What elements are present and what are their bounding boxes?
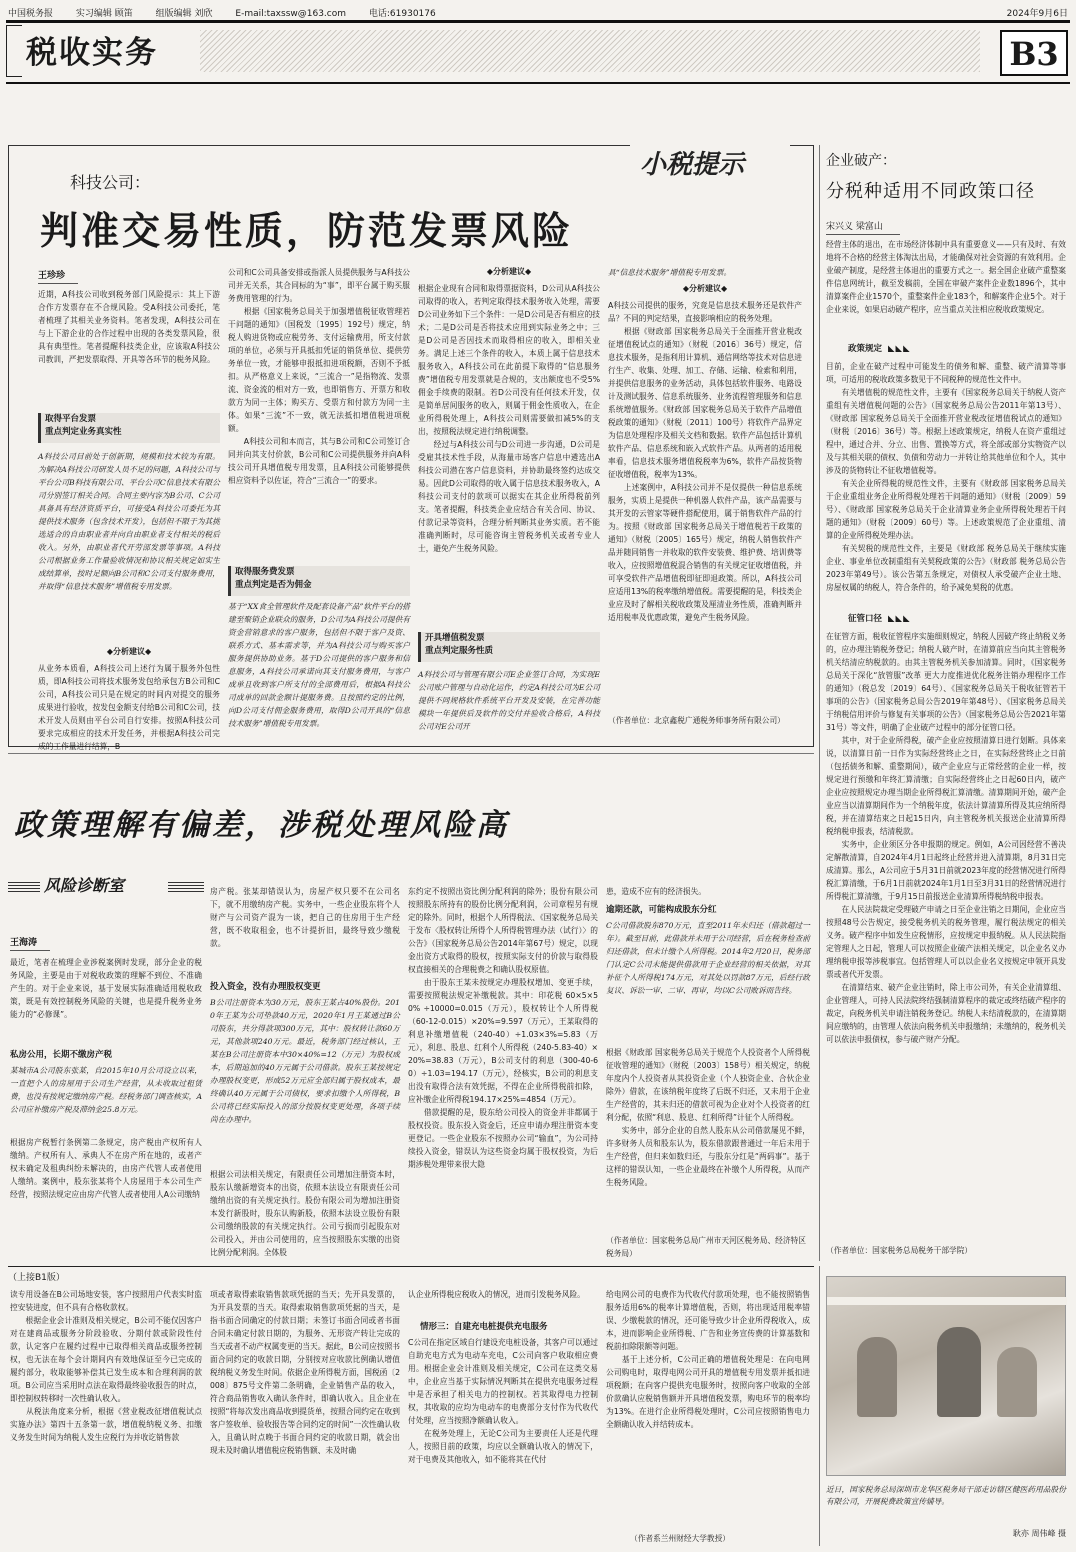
sidebar-subhead-2 [848, 612, 911, 624]
article1-analysis-1: 从业务本质看，A科技公司上述行为属于服务外包性质，即A科技公司将技术服务发包给承包方B公司和C公司，A科技公司只是在规定的时间内对提交的服务成果进行验收，按发包金额支付给B公司和C公司，技术开发人员则由平台公司自行安排。按照A科技公司要求完成相应的技术开发任务，并根据A科技公司完成的工作量进行结算，B [38, 664, 220, 751]
sidebar-subhead-2-label: 征管口径 [848, 614, 883, 624]
article2-case-2: B公司注册资本为30万元，股东王某占40%股份。2010年王某为公司垫款40万元，2020年1月王某通过B公司股东，共分得款项300万元，其中：股权转让款60万元，其他款项240万元。最近，税务部门经过核认，王某在B公司注册资本中30×40%=12（万元）为股权成本，后期追加的40万元属于公司借款。股东王某按规定办理股权变更，形成52万元应全部归属于股权成本，最终确认40万元属于公司债权，要求扣缴个人所得税，B公司将已经实际投入的部分按股权变更处理，各项手续尚在办理中。 [210, 998, 400, 1124]
article2-subhead-3: 逾期还款，可能构成股东分红 [606, 905, 717, 915]
continued-col3: C公司在指定区域自行建设充电桩设备，其客户可以通过自助充电方式为电动车充电，C公司向客户收取相应费用。根据企业会计准则及相关规定，C公司在这类交易中，企业应当基于实际情况判断其在提供充电服务过程中是否承担了相关电力的控制权。若其取得电力控制权，其收取的应均为电动车的电费部分支付作为代收代付处理，应当按照净额确认收入。 在税务处理上，无论C公司为主要责任人还是代理人，按照目前的政策，均应以全额确认收入的情况下，对于电费及其他收入，如不能将其在代付 [408, 1338, 598, 1464]
article1-case-2: 基于“XX食全管理软件及配套设备产品”软件平台的搭建至聚销企业联众的服务，D公司为A科技公司提供有资金营销意求的客户服务，包括但不限于客户及资、联系方式、基本需求等，并为A科技公司与购买客户服务提供协助业务。基于D公司提供的客户服务和信息服务，A科技公司承诺向其支付服务费用，与客户成单且收到客户所支付的全部费用后，根据A科技公司成单的回款金额计提服务费。且按照约定的比例，向D公司支付佣金服务费用，取得D公司开具的“信息技术服务”增值税专用发票。 [228, 602, 410, 728]
sidebar-subhead-1 [848, 342, 911, 354]
sidebar-body-2: 在征管方面，税收征管程序实施细则规定，纳税人因破产终止纳税义务的，应办理注销税务登记；纳税人破产时，在清算前应当向其主管税务机关结清应纳税款的。由其主管税务机关参加清算。同时，《国家税务总局关于深化“放管服”改革 更大力度推进优化税务注销办理程序工作的通知》（税总发〔2019〕64号）、《国家税务总局关于税收征管若干事项的公告》（国家税务总局公告2019年第48号）、《国家税务总局关于纳税信用评价与修复有关事项的公告》（国家税务总局公告2021年第31号）等文件，明确了企业破产过程中的部分征管口径。 其中，对于企业所得税，破产企业应按照清算日进行划断。具体来说，以清算日前一日作为实际经营终止之日，在实际经营终止之日前（包括债务和解、重整期间），破产企业应与正常经营的企业一样，按规定进行预缴和年终汇算清缴；自实际经营终止之日起60日内，破产企业应按照规定办理当期企业所得税汇算清缴。清算期间开始，破产企业应当以清算期间作为一个纳税年度，依法计算清算所得及其应纳所得税，并在清算结束之日起15日内，向主管税务机关报送企业清算所得税纳税申报表，结清税款。 实务中，企业须区分各申报期的规定。例如，A公司因经营不善决定解散清算，自2024年4月1日起终止经营并进入清算期，8月31日完成清算。那么，A公司应于5月31日前就2023年度的经营情况进行所得税汇算清缴，于6月1日前就2024年1月1日至3月31日的经营情况进行所得税汇算清缴，于9月15日前报送企业清算所得税纳税申报表。 在人民法院裁定受理破产申请之日至企业注销之日期间，企业应当按照48号公告规定，接受税务机关的税务管理，履行税法规定的相关义务。破产程序中如发生应税情形，应按规定申报纳税。从人民法院指定管理人之日起，管理人可以按照企业破产法相关规定，以企业名义办理纳税申报等涉税事宜。包括管理人可以以企业名义按规定申领开具发票或者代开发票。 在清算结束、破产企业注销时，除上市公司外，有关企业清算组、企业管理人，可持人民法院终结强制清算程序的裁定或终结破产程序的裁定，向税务机关申请注销税务登记。纳税人未结清税款的，在清算期间应缴纳的，由管理人依法向税务机关申报缴纳；未缴纳的，税务机关可以依法申报债权，参与破产财产分配。 [826, 632, 1066, 1044]
article1-subhead-2: 取得服务费发票 重点判定是否为佣金 [228, 566, 410, 596]
article1-analysis-head-2: ◆分析建议◆ [486, 267, 532, 276]
continued-col3-lead: 认企业所得税应税收入的情况，进而引发税务风险。 [408, 1290, 585, 1299]
top-info-line [8, 6, 1068, 18]
article1-headline: 判准交易性质，防范发票风险 [40, 208, 574, 253]
article1-subhead-1: 取得平台发票 重点判定业务真实性 [38, 413, 220, 443]
article2-badge-line-left [8, 880, 40, 892]
masthead-rule [6, 20, 1070, 23]
issue-date: 2024年9月6日 [1006, 9, 1068, 19]
article2-badge-line-right [168, 880, 204, 892]
email: E-mail:taxssw@163.com [235, 9, 347, 19]
article1-badge: 小税提示 [640, 150, 745, 180]
article1-subhead-3: 开具增值税发票 重点判定服务性质 [418, 632, 600, 662]
sidebar-kicker: 企业破产： [826, 153, 896, 169]
article1-author: 王珍珍 [38, 268, 78, 284]
article2-intro: 最近，笔者在梳理企业涉税案例时发现，部分企业的税务风险，主要是由于对税收政策的理解不到位、不准确产生的。对于企业来说，基于发展实际准确适用税收政策，既是有效控制税务风险的关键，也是提升税务业务能力的“必修课”。 [10, 958, 202, 1019]
article2-col2b: 根据公司法相关规定，有限责任公司增加注册资本时，股东认缴新增资本的出资，依照本法设立有限责任公司缴纳出资的有关规定执行。股份有限公司为增加注册资本发行新股时，股东认购新股，依照本法设立股份有限公司缴纳股款的有关规定执行。公司亏损而引起股东对公司投入，并由公司使用的，应当按照股东实缴的出资比例分配利润。全体股 [210, 1170, 400, 1257]
photo-caption: 近日，国家税务总局深圳市龙华区税务局干部走访辖区健医药用品股份有限公司，开展税费政策宣传辅导。 [826, 1485, 1066, 1506]
article1-kicker: 科技公司： [70, 173, 151, 192]
section-bracket [6, 25, 22, 77]
layout-editor: 组版编辑 刘欣 [155, 9, 213, 19]
sidebar-headline: 分税种适用不同政策口径 [826, 181, 1035, 202]
article2-col3: 东约定不按照出资比例分配利润的除外；股份有限公司按照股东所持有的股份比例分配利润，公司章程另有规定的除外。同时，根据个人所得税法、《国家税务总局关于发布〈股权转让所得个人所得税管理办法（试行）〉的公告》（国家税务总局公告2014年第67号）规定，以现金出资方式取得的股权，按照实际支付的价款与取得股权直接相关的合理税费之和确认股权原值。 由于股东王某未按规定办理股权增加、变更手续，需要按照税法规定补缴税款。其中：印花税 60×5×50% ÷10000=0.015（万元），股权转让个人所得税（60-12-0.015）×20%=9.597（万元），王某取得的利息补缴增值税（240-40）÷1.03×3%=5.83（万元），利息、股息、红利个人所得税（240-5.83-40）×20%=38.83（万元），B公司支付的利息（300-40-60）÷1.03=194.17（万元），经核实，B公司的利息支出没有取得合法有效凭据，不得在企业所得税前扣除，应补缴企业所得税194.17×25%=4854（万元）。 借款提醒的是，股东给公司投入的资金并非都属于股权投资。股东投入资金后，还应申请办理注册资本变更登记。一些企业股东不按照办公司“输血”，为公司持续投入资金，错误认为这些资金均属于股权投资，为后期涉税处理带来很大隐 [408, 887, 598, 1169]
article2-col2: 房产税。张某却错误认为，房屋产权只要不在公司名下，就不用缴纳房产税。实务中，一些企业股东将个人财产与公司资产混为一谈，把自己的住房用于生产经营，既不收取租金，也不计提折旧，最终导致少缴税款。 [210, 887, 400, 948]
continued-subhead: 情形三：自建充电桩提供充电服务 [420, 1322, 548, 1332]
continued-col1: 读专用设备在B公司场地安装，客户按照用户代表实时监控安装进度，但不具有合格收款权。 根据企业会计准则及相关规定，B公司不能仅因客户对在建商品或服务分阶段验收、分期付款或阶段性付款，认定客户在履约过程中已取得相关商品或服务控制权，也无法在每个会计期间内有效地保证至今已完成的履约部分，收取能够补偿其已发生成本和合理利润的款项。B公司应当采用时点法在取得最终验收报告的时点，即控制权转移时一次性确认收入。 从税法角度来分析，根据《营业税改征增值税试点实施办法》第四十五条第一款，增值税纳税义务、扣缴义务发生时间为纳税人发生应税行为并收讫销售款 [10, 1290, 202, 1442]
triangle-icon: ◣◣◣ [888, 344, 911, 354]
article1-col3: 根据企业现有合同和取得票据资料，D公司从A科技公司取得的收入，若判定取得技术服务收入处理，需要D公司业务如下三个条件：一是D公司是否有相应的技术；二是D公司是否将技术应用到实际业务之中；三是D公司是否因技术而取得相应的收入，即相关业务。满足上述三个条件的收入，本质上属于信息技术服务收入，A科技公司在此前提下取得的“信息服务费”增值税专用发票就是合规的，支出额度也不受5%佣金手续费的限制。若D公司没有任何技术开发，仅是简单居间服务的收入，则属于佣金性质收入，在企业所得税处理上，A科技公司则需要做扣减5%的支出，按照税法规定进行纳税调整。 经过与A科技公司与D公司进一步沟通，D公司是受雇其技术性手段，从海量市场客户信息中遴选出A科技公司潜在客户信息资料，并协助最终签约达成交易。因此D公司取得的收入属于信息技术服务收入，A科技公司支付的款项可以据实在其企业所得税前列支。笔者提醒，科技类企业应结合有关合同、协议、付款记录等资料，合理分析判断其业务实质。若不能准确判断时，尽可能咨询主管税务机关或者专业人士，避免产生税务风险。 [418, 284, 600, 553]
article2-subhead-2: 投入资金，没有办理股权变更 [210, 982, 321, 992]
continued-source: （作者系兰州财经大学教授） [630, 1534, 730, 1543]
continued-rule [8, 1266, 814, 1267]
photo-shelf [827, 1297, 1067, 1305]
news-photo [826, 1276, 1066, 1476]
article2-source: （作者单位：国家税务总局广州市天河区税务局、经济特区税务局） [606, 1236, 806, 1258]
article2-col1: 根据房产税暂行条例第二条规定，房产税由产权所有人缴纳。产权所有人、承典人不在房产所在地的，或者产权未确定及租典纠纷未解决的，由房产代管人或者使用人缴纳。案例中，股东张某将个人房屋用于本公司生产经营，按照法规定应由房产代管人或者使用人A公司缴纳 [10, 1138, 202, 1199]
sidebar-subhead-1-label: 政策规定 [848, 344, 883, 354]
article2-rule [8, 753, 814, 754]
photo-person-1 [857, 1337, 897, 1417]
article1-col4: A科技公司提供的服务，究竟是信息技术服务还是软件产品？不同的判定结果，直接影响相应的税务处理。 根据《财政部 国家税务总局关于全面推开营业税改征增值税试点的通知》（财税〔2016〕36号）规定，信息技术服务，是指利用计算机、通信网络等技术对信息进行生产、收集、处理、加工、存储、运输、检索和利用，并提供信息服务的业务活动，具体包括软件服务、电路设计及测试服务、信息系统服务、业务流程管理服务和信息系统增值服务。《财政部 国家税务总局关于软件产品增值税政策的通知》（财税〔2011〕100号）将软件产品界定为信息处理程序及相关文档和数据。软件产品包括计算机软件产品、信息系统和嵌入式软件产品。从两者的适用税率看，信息技术服务增值税税率为6%，软件产品按货物征收增值税，税率为13%。 上述案例中，A科技公司并不是仅提供一种信息系统服务，实质上是提供一种机器人软件产品，该产品需要与其开发的云管家等硬件搭配使用，属于销售软件产品的行为。按照《财政部 国家税务总局关于增值税若干政策的通知》（财税〔2005〕165号）规定，纳税人销售软件产品并随同销售一并收取的软件安装费、维护费、培训费等收入，应按照增值税混合销售的有关规定征收增值税，并可享受软件产品增值税即征即退政策。所以，A科技公司应适用13%的税率缴纳增值税。需要提醒的是，科技类企业应及时了解相关税收政策及厘清业务性质，准确判断并适用税率及优惠政策，避免产生税务风险。 [608, 301, 802, 622]
sidebar-source: （作者单位：国家税务总局税务干部学院） [826, 1246, 973, 1255]
article2-badge: 风险诊断室 [44, 876, 125, 895]
article1-col2: 公司和C公司具备安排或指派人员提供服务与A科技公司并无关系，其合同标的为“事”，即平台属于购买服务费用管理的行为。 根据《国家税务总局关于加强增值税征收管理若干问题的通知》（国税发〔1995〕192号）规定，纳税人购进货物或应税劳务、支付运输费用，所支付款项的单位，必须与开具抵扣凭证的销货单位、提供劳务单位一致，才能够申报抵扣进项税额，否则不予抵扣。从严格意义上来说，“三流合一”是指物流、发票流、资金流的相对方一致，也即销售方、开票方和收款方为同一主体；购买方、受票方和付款方为同一主体。如果“三流”不一致，就无法抵扣增值税进项税额。 A科技公司和本而言，其与B公司和C公司签订合同并向其支付价款，B公司和C公司提供服务并向A科技公司开具增值税专用发票，且A科技公司能够提供相应资料予以佐证，符合“三流合一”的要求。 [228, 268, 410, 485]
article1-intro: 近期，A科技公司收到税务部门风险提示：其上下游合作方发票存在不合规风险。受A科技公司委托，笔者梳理了其相关业务资料。笔者发现，A科技公司在与上下游企业的合作过程中出现的各类发票风险，很具有典型性。笔者提醒科技类企业，应该取A科技公司教训，严把发票取得、开具等各环节的税务风险。 [38, 290, 220, 364]
article2-subhead-1: 私房公用，长期不缴房产税 [10, 1050, 113, 1060]
article1-source: （作者单位：北京鑫税广通税务师事务所有限公司） [608, 716, 785, 725]
article1-case-1: A科技公司目前处于创新期，规模和技术较为有限。为解决A科技公司研发人员不足的问题，A科技公司与平台公司B科技有限公司、平台公司C信息技术有限公司分别签订相关合同。合同主要内容为B公司、C公司具备具有经济资质平台，可接受A科技公司委托为其提供技术服务（包含技术开发），包括但不限于为其挑选适合的自由职业者并向自由职业者支付相关的税后收入。另外，由职业者代开劳部发票等事项。A科技公司根据业务工作量验收情况和协议相关规定如实生成结算单，按时足额向B公司和C公司支付服务费用，并取得“信息技术服务”增值税专用发票。 [38, 452, 220, 591]
article2-case-3: C公司借款股东870万元，直至2011年未归还（借款超过一年）。截至目前，此借款并未用于公司经营，后在税务检查前归还借款，但未计缴个人所得税。2014年2月20日，税务部门认定C公司未能提供借款用于企业经营的相关依据，对其补征个人所得税174万元，对其处以罚款87万元，后经行政复议、诉讼一审、二审、再审，均以C公司败诉而告终。 [606, 921, 810, 995]
article2-author: 王海涛 [10, 935, 50, 951]
continued-label: （上接B1版） [8, 1273, 65, 1283]
article1-case-3: A科技公司与管理有限公司E企业签订合同，为实现E公司账户管理与自动化运作，约定A科技公司为E公司提供不同规格软件系统平台开发及安装，在完善功能模块一年提供后及软件的交付并验收合格后，A科技公司对E公司开 [418, 670, 600, 731]
masthead-hatch [200, 30, 980, 72]
paper-name: 中国税务报 [8, 9, 54, 19]
section-title: 税收实务 [26, 35, 158, 71]
article2-col4-lead: 患，造成不应有的经济损失。 [606, 887, 706, 896]
continued-col4: 给电网公司的电费作为代收代付款项处理，也不能按照销售服务适用6%的税率计算增值税，否则，将出现适用税率错误、少缴税款的情况，还可能导致少计企业所得税收入，成本，进而影响企业所得税、广告和业务宣传费的计算基数和税前扣除限额等问题。 基于上述分析，C公司正确的增值税处理是：在向电网公司购电时，取得电网公司开具的增值税专用发票并抵扣进项税额；在向客户提供充电服务时，按照向客户收取的全部价款确认应税销售额并开具增值税发票，购电环节的税率均为13%。在进行企业所得税处理时，C公司应按照销售电力全额确认收入并结转成本。 [606, 1290, 810, 1429]
continued-col2: 项或者取得索取销售款项凭据的当天；先开具发票的，为开具发票的当天。取得索取销售款项凭据的当天，是指书面合同确定的付款日期；未签订书面合同或者书面合同未确定付款日期的，为服务、无形资产转让完成的当天或者不动产权属变更的当天。据此，B公司应按照书面合同约定的收款日期，分别按对应收款比例确认增值税纳税义务发生时间。依据企业所得税方面，国税函〔2008〕875号文件第二条明确，企业销售产品的收入，符合商品销售收入确认条件时，即确认收入。且企业在按照“将每次发出商品收到提货单，按照合同约定在收到客户签收单、验收报告等合同约定的时间”一次性确认收入，且确认时点晚于书面合同约定的收款日期，就会出现未及时确认增值税应税销售额、未及时确 [210, 1290, 400, 1455]
article2-col4: 根据《财政部 国家税务总局关于规范个人投资者个人所得税征收管理的通知》（财税〔2003〕158号）相关规定，纳税年度内个人投资者从其投资企业（个人独资企业、合伙企业除外）借款，在该纳税年度终了后既不归还，又未用于企业生产经营的，其未归还的借款可视为企业对个人投资者的红利分配，依照“利息、股息、红利所得”计征个人所得税。 实务中，部分企业的自然人股东从公司借款屡见不鲜，许多财务人员和股东认为，股东借款跟普通过一年后未用于生产经营，但归来如数归还，与股东分红是“两码事”。基于这样的错误认知，一些企业最终在补缴个人所得税，从而产生税务风险。 [606, 1048, 810, 1187]
photo-person-3 [997, 1347, 1037, 1417]
phone: 电话:61930176 [368, 9, 436, 19]
article1-analysis-head-1: ◆分析建议◆ [106, 647, 152, 656]
editors: 实习编辑 顾笛 [75, 9, 133, 19]
article1-col4-lead: 具“信息技术服务”增值税专用发票。 [608, 268, 732, 277]
article1-analysis-head-3: ◆分析建议◆ [682, 284, 728, 293]
masthead-underline [6, 82, 1070, 84]
sidebar-body-1: 目前，企业在破产过程中可能发生的债务和解、重整、破产清算等事项，可适用的税收政策多数见于不同税种的规范性文件中。 有关增值税的规范性文件，主要有《国家税务总局关于纳税人资产重组有关增值税问题的公告》（国家税务总局公告2011年第13号）、《财政部 国家税务总局关于全面推开营业税改征增值税试点的通知》（财税〔2016〕36号）等。根据上述政策规定，纳税人在资产重组过程中，通过合并、分立、出售、置换等方式，将全部或部分实物资产以及与其相关联的债权、负债和劳动力一并转让给其他单位和个人，其中涉及的货物转让不征收增值税等。 有关企业所得税的规范性文件，主要有《财政部 国家税务总局关于企业重组业务企业所得税处理若干问题的通知》（财税〔2009〕59号）、《财政部 国家税务总局关于企业清算业务企业所得税处理若干问题的通知》（财税〔2009〕60号）等。上述政策规范了企业重组、清算的企业所得税处理办法。 有关契税的规范性文件，主要是《财政部 税务总局关于继续实施企业、事业单位改制重组有关契税政策的公告》（财政部 税务总局公告2023年第49号）。该公告第五条规定，对债权人承受破产企业土地、房屋权属的纳税人，符合条件的，给予减免契税的优惠。 [826, 362, 1066, 592]
sidebar-divider [819, 145, 820, 1261]
article2-case-1: 某城市A公司股东张某，自2015年10月公司设立以来，一直把个人的房屋用于公司生产经营，从未收取过租赁费，也没有按规定缴纳房产税。经税务部门调查核实，A公司应补缴房产税及滞纳金25.8万元。 [10, 1066, 202, 1114]
triangle-icon: ◣◣◣ [888, 614, 911, 624]
photo-divider [819, 1266, 820, 1546]
photo-person-2 [937, 1327, 981, 1417]
article2-headline: 政策理解有偏差，涉税处理风险高 [14, 808, 509, 843]
photo-credit: 耿亦 周伟峰 摄 [1012, 1529, 1066, 1538]
sidebar-author: 宋兴义 梁富山 [826, 219, 900, 235]
sidebar-intro: 经营主体的退出，在市场经济体制中具有重要意义——只有及时、有效地将不合格的经营主体淘汰出局，才能确保对社会资源的有效利用。企业破产制度，是经营主体退出的重要方式之一。据全国企业破产重整案件信息网统计，截至发稿前，全国在审破产案件企业数1896个，其中清算案件企业1570个，重整案件企业183个，和解案件企业5个。对于企业来说，如果启动破产程序，应当重点关注相应税收政策规定。 [826, 240, 1066, 314]
page-number: B3 [1000, 30, 1068, 76]
